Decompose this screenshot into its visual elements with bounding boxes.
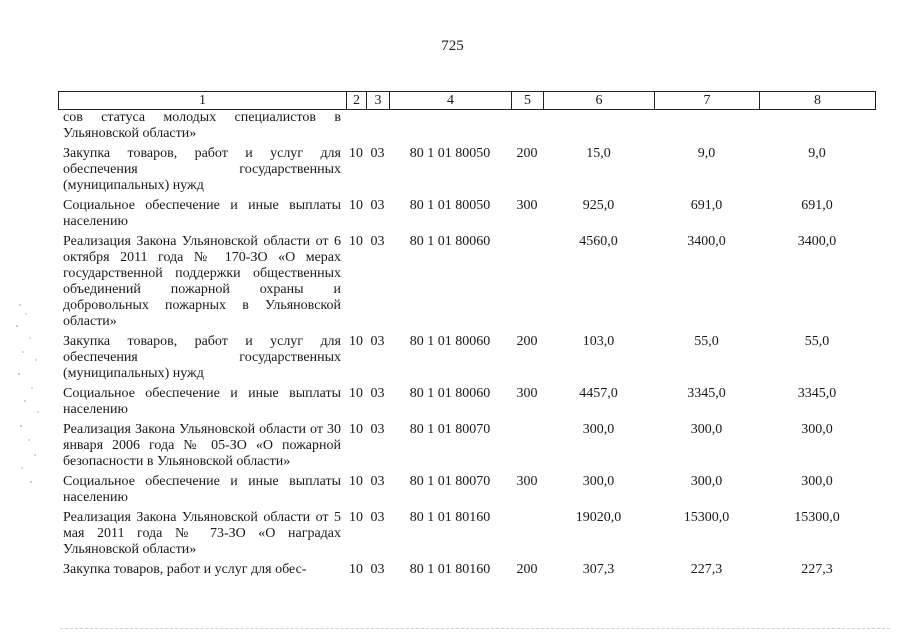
scan-noise-marks: [8, 300, 48, 490]
table-row: [58, 110, 875, 146]
header-col-6: 6: [544, 92, 655, 110]
table-row: [58, 234, 875, 334]
row-description: сов статуса молодых специалистов в Ульяновской области»: [63, 110, 341, 141]
row-cell-col-2: 10: [349, 422, 363, 437]
row-cell-col-3: 03: [370, 386, 385, 401]
row-cell-col-5: 200: [516, 146, 538, 161]
row-cell-col-3: 03: [370, 562, 385, 577]
row-cell-col-4: 80 1 01 80070: [409, 422, 491, 437]
row-cell-col-3: 03: [370, 334, 385, 349]
row-cell-col-2: 10: [349, 562, 363, 577]
row-cell-col-5: 300: [516, 386, 538, 401]
row-cell-col-5: 300: [516, 198, 538, 213]
row-description: Социальное обеспечение и иные выплаты населению: [63, 198, 341, 229]
row-cell-col-6: 19020,0: [575, 510, 622, 525]
row-cell-col-2: 10: [349, 510, 363, 525]
header-col-5: 5: [512, 92, 544, 110]
row-cell-col-7: 227,3: [690, 562, 723, 577]
header-col-8: 8: [760, 92, 876, 110]
table-row: [58, 198, 875, 234]
row-cell-col-3: 03: [370, 234, 385, 249]
row-cell-col-7: 3345,0: [687, 386, 726, 401]
row-cell-col-8: 300,0: [801, 474, 833, 489]
row-cell-col-3: 03: [370, 422, 385, 437]
row-cell-col-8: 55,0: [804, 334, 830, 349]
row-cell-col-4: 80 1 01 80050: [409, 198, 491, 213]
page-number: 725: [441, 38, 464, 54]
row-cell-col-8: 3345,0: [797, 386, 837, 401]
table-row: [58, 474, 875, 510]
row-cell-col-7: 3400,0: [687, 234, 726, 249]
row-cell-col-7: 300,0: [690, 422, 723, 437]
row-cell-col-6: 925,0: [582, 198, 615, 213]
row-cell-col-8: 227,3: [801, 562, 833, 577]
table-row: [58, 334, 875, 386]
row-cell-col-7: 55,0: [694, 334, 719, 349]
row-description: Социальное обеспечение и иные выплаты населению: [63, 386, 341, 417]
row-cell-col-6: 15,0: [586, 146, 611, 161]
row-description: Закупка товаров, работ и услуг для обеспечения государственных (муниципальных) нужд: [63, 146, 341, 193]
row-cell-col-3: 03: [370, 198, 385, 213]
row-cell-col-3: [366, 110, 389, 146]
row-cell-col-5: [511, 510, 543, 562]
row-cell-col-5: 200: [516, 334, 538, 349]
row-description: Реализация Закона Ульяновской области от 30 января 2006 года № 05-ЗО «О пожарной безопасности в Ульяновской области»: [63, 422, 341, 469]
row-cell-col-5: 300: [516, 474, 538, 489]
row-cell-col-2: 10: [349, 146, 363, 161]
scan-edge-line: [60, 628, 890, 629]
row-cell-col-4: 80 1 01 80160: [409, 562, 491, 577]
row-cell-col-7: 300,0: [690, 474, 723, 489]
row-cell-col-6: [543, 110, 654, 146]
row-description: Закупка товаров, работ и услуг для обес-: [63, 562, 307, 577]
row-cell-col-5: [511, 422, 543, 474]
row-cell-col-2: 10: [349, 334, 363, 349]
row-description: Реализация Закона Ульяновской области от 5 мая 2011 года № 73-ЗО «О наградах Ульяновской области»: [63, 510, 341, 557]
row-cell-col-5: [511, 110, 543, 146]
row-cell-col-6: 4560,0: [579, 234, 618, 249]
column-header-row: [58, 91, 876, 110]
row-cell-col-7: 15300,0: [683, 510, 730, 525]
row-cell-col-6: 307,3: [582, 562, 615, 577]
row-cell-col-6: 4457,0: [579, 386, 618, 401]
row-cell-col-4: [389, 110, 511, 146]
row-cell-col-3: 03: [370, 474, 385, 489]
row-cell-col-4: 80 1 01 80070: [409, 474, 491, 489]
row-cell-col-8: [759, 110, 875, 146]
row-cell-col-4: 80 1 01 80060: [409, 386, 491, 401]
row-cell-col-2: 10: [349, 198, 363, 213]
table-row: [58, 422, 875, 474]
table-row: [58, 386, 875, 422]
table-row: [58, 562, 875, 582]
row-cell-col-8: 300,0: [801, 422, 833, 437]
row-cell-col-6: 103,0: [582, 334, 615, 349]
row-cell-col-4: 80 1 01 80160: [409, 510, 491, 525]
row-cell-col-4: 80 1 01 80050: [409, 146, 491, 161]
row-cell-col-2: 10: [349, 234, 363, 249]
row-description: Социальное обеспечение и иные выплаты населению: [63, 474, 341, 505]
row-cell-col-2: 10: [349, 474, 363, 489]
row-cell-col-2: 10: [349, 386, 363, 401]
header-col-1: 1: [59, 92, 347, 110]
row-cell-col-4: 80 1 01 80060: [409, 234, 491, 249]
row-cell-col-8: 3400,0: [797, 234, 837, 249]
table-row: [58, 146, 875, 198]
row-cell-col-7: 691,0: [690, 198, 723, 213]
table-row: [58, 510, 875, 562]
header-col-7: 7: [655, 92, 760, 110]
row-cell-col-8: 691,0: [801, 198, 833, 213]
row-cell-col-7: [654, 110, 759, 146]
row-cell-col-4: 80 1 01 80060: [409, 334, 491, 349]
row-description: Реализация Закона Ульяновской области от 6 октября 2011 года № 170-ЗО «О мерах государственной поддержки общественных объединений пожарной охраны и добровольных пожарных в Ульяновской области»: [63, 234, 341, 329]
row-cell-col-7: 9,0: [697, 146, 716, 161]
row-cell-col-6: 300,0: [582, 474, 615, 489]
row-cell-col-8: 9,0: [808, 146, 826, 161]
budget-table: [58, 110, 875, 582]
header-col-4: 4: [390, 92, 512, 110]
header-col-2: 2: [347, 92, 367, 110]
row-description: Закупка товаров, работ и услуг для обеспечения государственных (муниципальных) нужд: [63, 334, 341, 381]
header-col-3: 3: [367, 92, 390, 110]
row-cell-col-6: 300,0: [582, 422, 615, 437]
row-cell-col-8: 15300,0: [794, 510, 840, 525]
row-cell-col-3: 03: [370, 146, 385, 161]
row-cell-col-5: 200: [516, 562, 538, 577]
row-cell-col-2: [346, 110, 366, 146]
row-cell-col-3: 03: [370, 510, 385, 525]
row-cell-col-5: [511, 234, 543, 334]
